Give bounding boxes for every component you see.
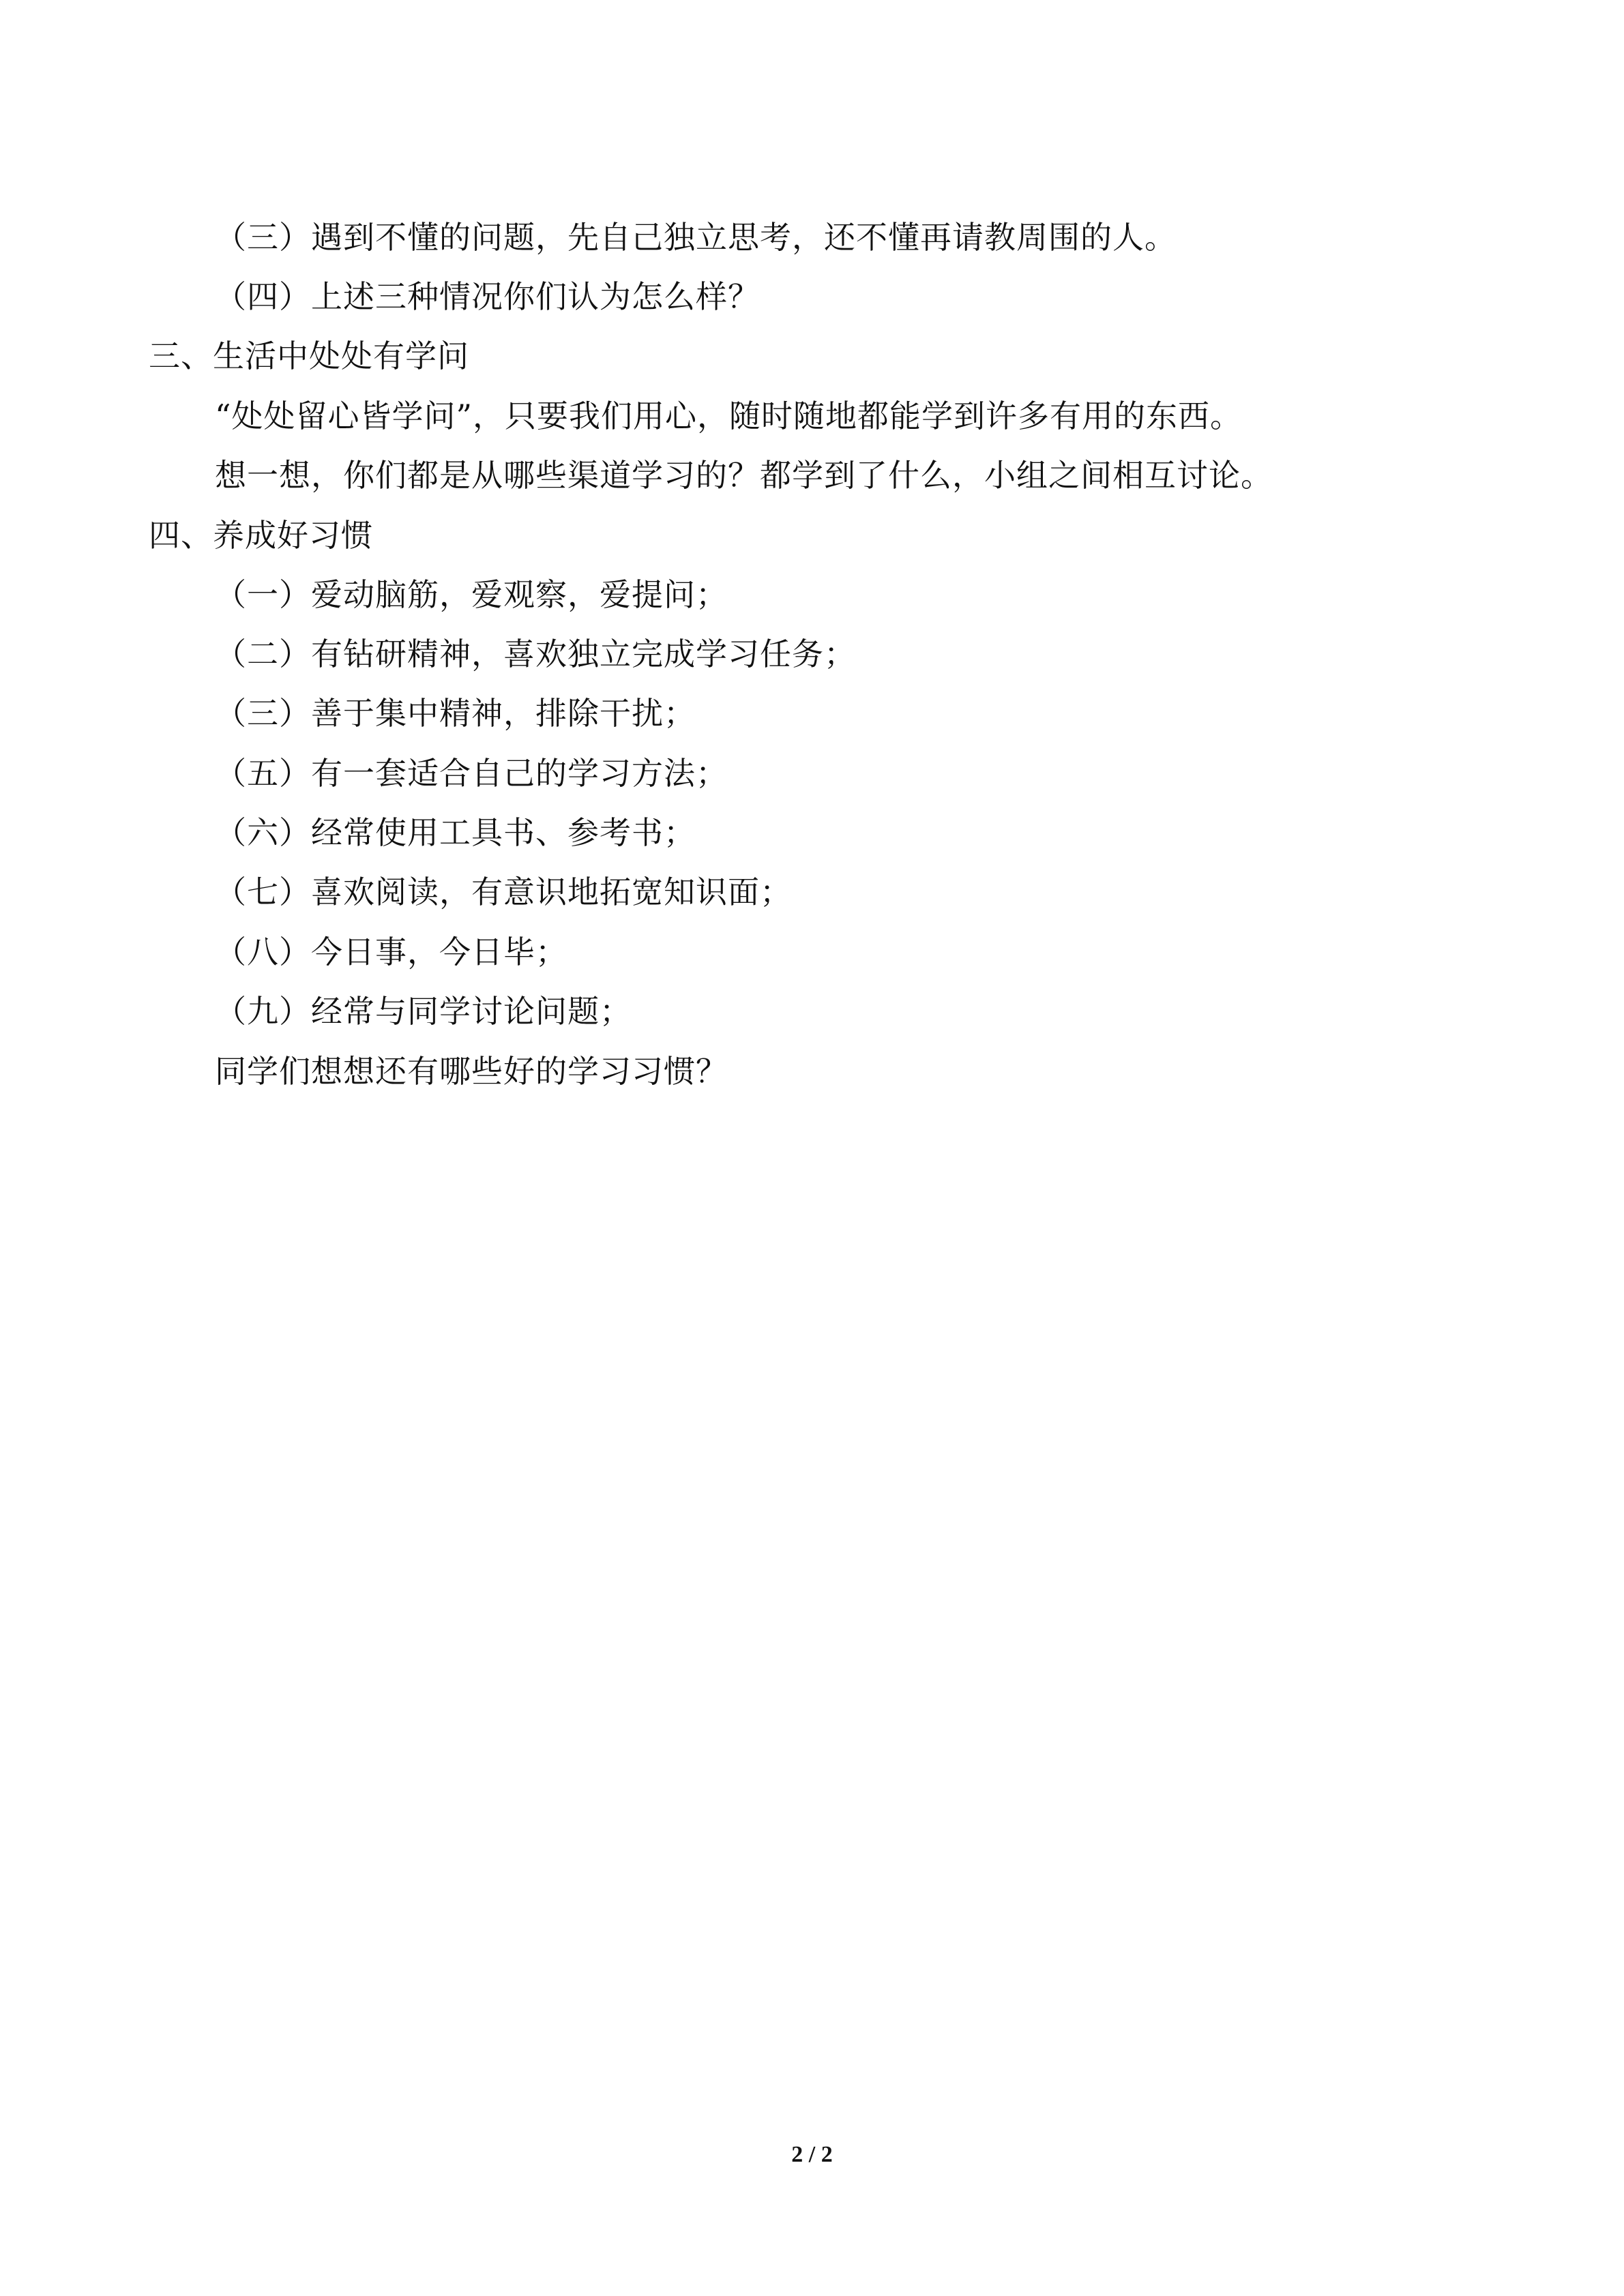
list-item: （九）经常与同学讨论问题； [215, 993, 632, 1030]
paragraph-line: （四）上述三种情况你们认为怎么样？ [215, 278, 760, 315]
paragraph-line: 同学们想想还有哪些好的学习习惯？ [215, 1053, 728, 1090]
paragraph-line: （三）遇到不懂的问题，先自己独立思考，还不懂再请教周围的人。 [215, 219, 1177, 256]
list-item: （七）喜欢阅读，有意识地拓宽知识面； [215, 874, 792, 910]
list-item: （二）有钻研精神，喜欢独立完成学习任务； [215, 636, 856, 672]
section-heading: 三、生活中处处有学问 [149, 338, 469, 374]
list-item: （八）今日事，今日毕； [215, 934, 567, 970]
list-item: （五）有一套适合自己的学习方法； [215, 755, 728, 792]
list-item: （一）爱动脑筋，爱观察，爱提问； [215, 576, 728, 613]
list-item: （三）善于集中精神，排除干扰； [215, 695, 696, 732]
paragraph-line: 想一想，你们都是从哪些渠道学习的？都学到了什么，小组之间相互讨论。 [215, 457, 1273, 494]
page-number: 2 / 2 [791, 2142, 833, 2167]
list-item: （六）经常使用工具书、参考书； [215, 814, 696, 851]
paragraph-line: “处处留心皆学问”，只要我们用心，随时随地都能学到许多有用的东西。 [215, 398, 1243, 434]
section-heading: 四、养成好习惯 [149, 517, 373, 554]
